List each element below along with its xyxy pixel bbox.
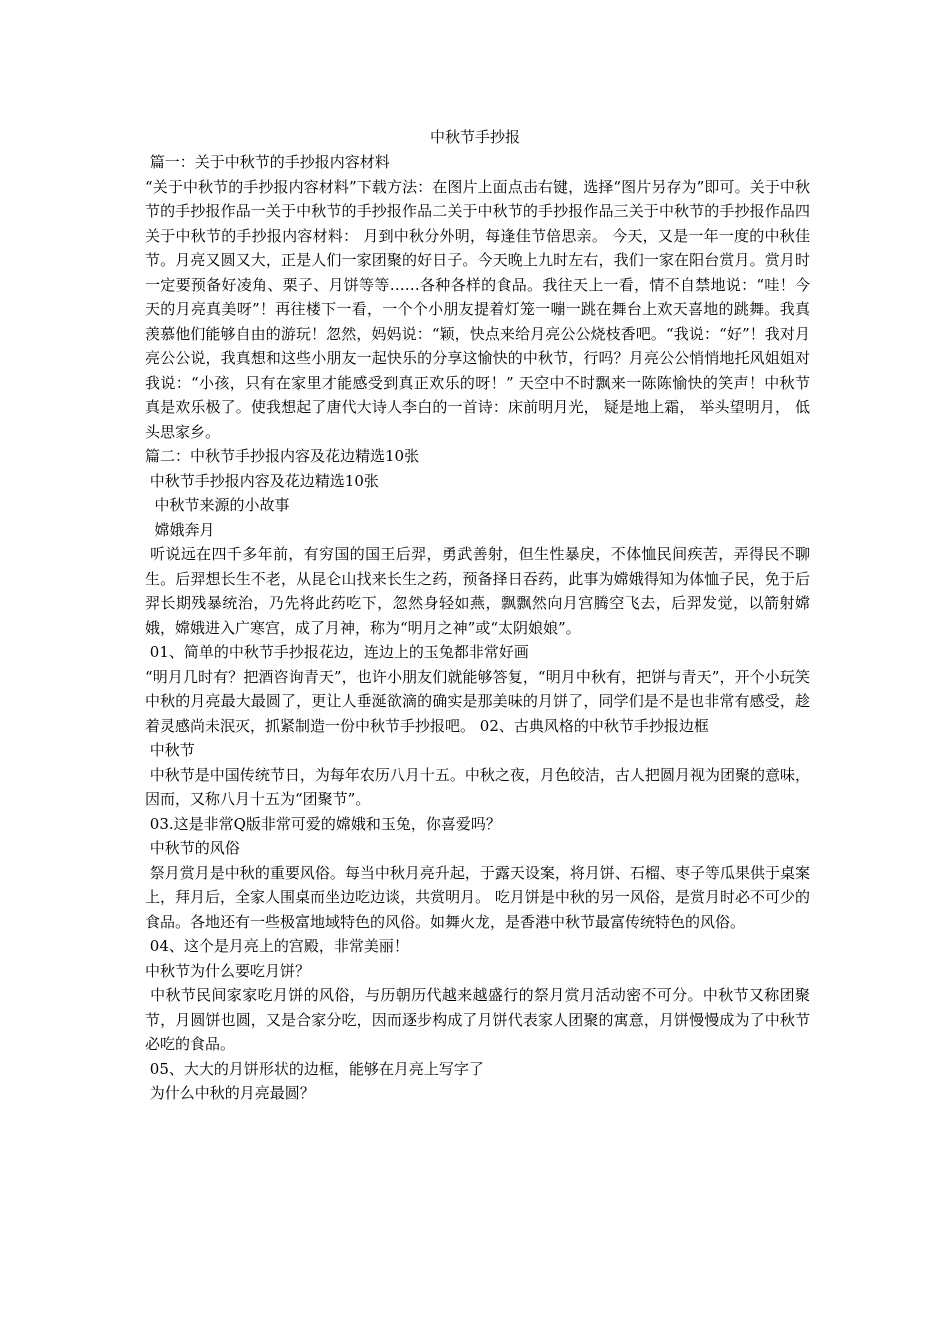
subheading: 中秋节的风俗 <box>145 839 240 857</box>
paragraph: 中秋节民间家家吃月饼的风俗，与历朝历代越来越盛行的祭月赏月活动密不可分。中秋节又称团聚节，月圆饼也圆，又是合家分吃，因而逐步构成了月饼代表家人团聚的寓意，月饼慢慢成为了中秋节必吃的食品。 <box>145 986 810 1053</box>
subheading: 05、大大的月饼形状的边框，能够在月亮上写字了 <box>145 1059 484 1078</box>
subheading: 嫦娥奔月 <box>145 520 215 539</box>
paragraph: 听说远在四千多年前，有穷国的国王后羿，勇武善射，但生性暴戾，不体恤民间疾苦，弄得民不聊生。后羿想长生不老，从昆仑山找来长生之药，预备择日吞药，此事为嫦娥得知为体恤子民，免于后羿长期残暴统治，乃先将此药吃下，忽然身轻如燕，飘飘然向月宫腾空飞去，后羿发觉，以箭射嫦娥，嫦娥进入广寒宫，成了月神，称为“明月之神”或“太阴娘娘”。 <box>145 545 810 637</box>
subheading: 04、这个是月亮上的宫殿，非常美丽！ <box>145 937 409 955</box>
subheading: 中秋节 <box>145 741 195 759</box>
subheading: 中秋节手抄报内容及花边精选10张 <box>145 471 379 490</box>
document-body <box>145 150 810 1106</box>
subheading: 01、简单的中秋节手抄报花边，连边上的玉兔都非常好画 <box>145 643 529 661</box>
subheading: 为什么中秋的月亮最圆？ <box>145 1084 315 1102</box>
paragraph-intro: “关于中秋节的手抄报内容材料”下载方法：在图片上面点击右键，选择“图片另存为”即可。关于中秋节的手抄报作品一关于中秋节的手抄报作品二关于中秋节的手抄报作品三关于中秋节的手抄报作品四关于中秋节的手抄报内容材料： 月到中秋分外明，每逢佳节倍思亲。 今天，又是一年一度的中秋佳节。月亮又圆又大，正是人们一家团聚的好日子。今天晚上九时左右，我们一家在阳台赏月。赏月时一定要预备好凌角、栗子、月饼等等……各种各样的食品。我往天上一看，情不自禁地说：“哇！今天的月亮真美呀”！再往楼下一看，一个个小朋友提着灯笼一嘣一跳在舞台上欢天喜地的跳舞。我真羡慕他们能够自由的游玩！忽然，妈妈说：“颖，快点来给月亮公公烧枝香吧。“我说：“好”！我对月亮公公说，我真想和这些小朋友一起快乐的分享这愉快的中秋节，行吗？月亮公公悄悄地托风姐姐对我说：“小孩，只有在家里才能感受到真正欢乐的呀！” 天空中不时飘来一陈陈愉快的笑声！中秋节真是欢乐极了。使我想起了唐代大诗人李白的一首诗：床前明月光， 疑是地上霜， 举头望明月， 低头思家乡。 <box>145 177 810 441</box>
document-title: 中秋节手抄报 <box>429 128 520 146</box>
section-heading-1: 篇一：关于中秋节的手抄报内容材料 <box>145 153 390 171</box>
paragraph: 中秋节是中国传统节日，为每年农历八月十五。中秋之夜，月色皎洁，古人把圆月视为团聚的意味，因而，又称八月十五为“团聚节”。 <box>145 765 810 808</box>
paragraph: “明月几时有？把酒咨询青天”，也许小朋友们就能够答复，“明月中秋有，把饼与青天”，开个小玩笑中秋的月亮最大最圆了，更让人垂涎欲滴的确实是那美味的月饼了，同学们是不是也非常有感受，趁着灵感尚未泯灭，抓紧制造一份中秋节手抄报吧。 02、古典风格的中秋节手抄报边框 <box>145 667 810 735</box>
subheading: 中秋节为什么要吃月饼？ <box>145 961 311 980</box>
subheading: 03.这是非常Q版非常可爱的嫦娥和玉兔，你喜爱吗？ <box>145 814 501 833</box>
subheading: 中秋节来源的小故事 <box>145 496 290 514</box>
section-heading-2: 篇二：中秋节手抄报内容及花边精选10张 <box>145 447 420 465</box>
paragraph: 祭月赏月是中秋的重要风俗。每当中秋月亮升起，于露天设案，将月饼、石榴、枣子等瓜果供于桌案上，拜月后，全家人围桌而坐边吃边谈，共赏明月。 吃月饼是中秋的另一风俗，是赏月时必不可少的食品。各地还有一些极富地域特色的风俗。如舞火龙，是香港中秋节最富传统特色的风俗。 <box>145 863 810 931</box>
